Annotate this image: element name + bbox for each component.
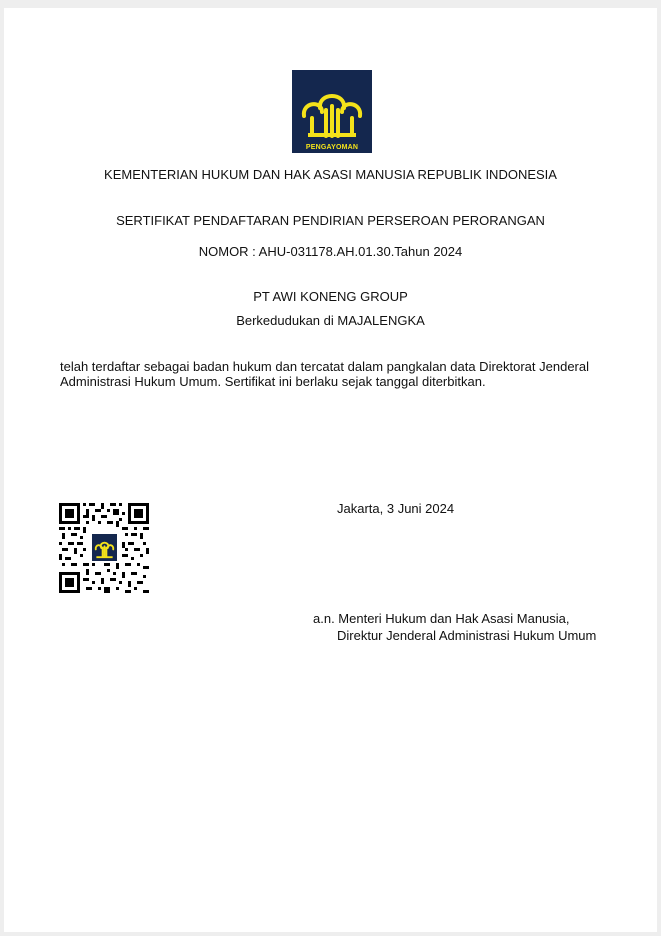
pengayoman-emblem-icon [292,70,372,140]
place-date: Jakarta, 3 Juni 2024 [337,501,455,516]
qr-code [59,503,149,593]
certificate-number: NOMOR : AHU-031178.AH.01.30.Tahun 2024 [198,244,463,259]
logo-caption: PENGAYOMAN [305,144,359,151]
statement-line-1: telah terdaftar sebagai badan hukum dan tercatat dalam pangkalan data Direktorat Jenderal [60,359,590,374]
signatory-on-behalf: a.n. Menteri Hukum dan Hak Asasi Manusia, [313,611,570,626]
certificate-title: SERTIFIKAT PENDAFTARAN PENDIRIAN PERSEROAN PERORANGAN [116,213,545,228]
company-name: PT AWI KONENG GROUP [253,289,408,304]
company-domicile: Berkedudukan di MAJALENGKA [236,313,425,328]
certificate-page [4,8,657,932]
qr-center-emblem-icon [92,534,117,561]
ministry-heading: KEMENTERIAN HUKUM DAN HAK ASASI MANUSIA REPUBLIK INDONESIA [104,167,557,182]
pengayoman-mini-icon [92,534,117,561]
statement-line-2: Administrasi Hukum Umum. Sertifikat ini berlaku sejak tanggal diterbitkan. [60,374,486,389]
signatory-official: Direktur Jenderal Administrasi Hukum Umum [337,628,597,643]
pengayoman-logo [292,70,372,153]
